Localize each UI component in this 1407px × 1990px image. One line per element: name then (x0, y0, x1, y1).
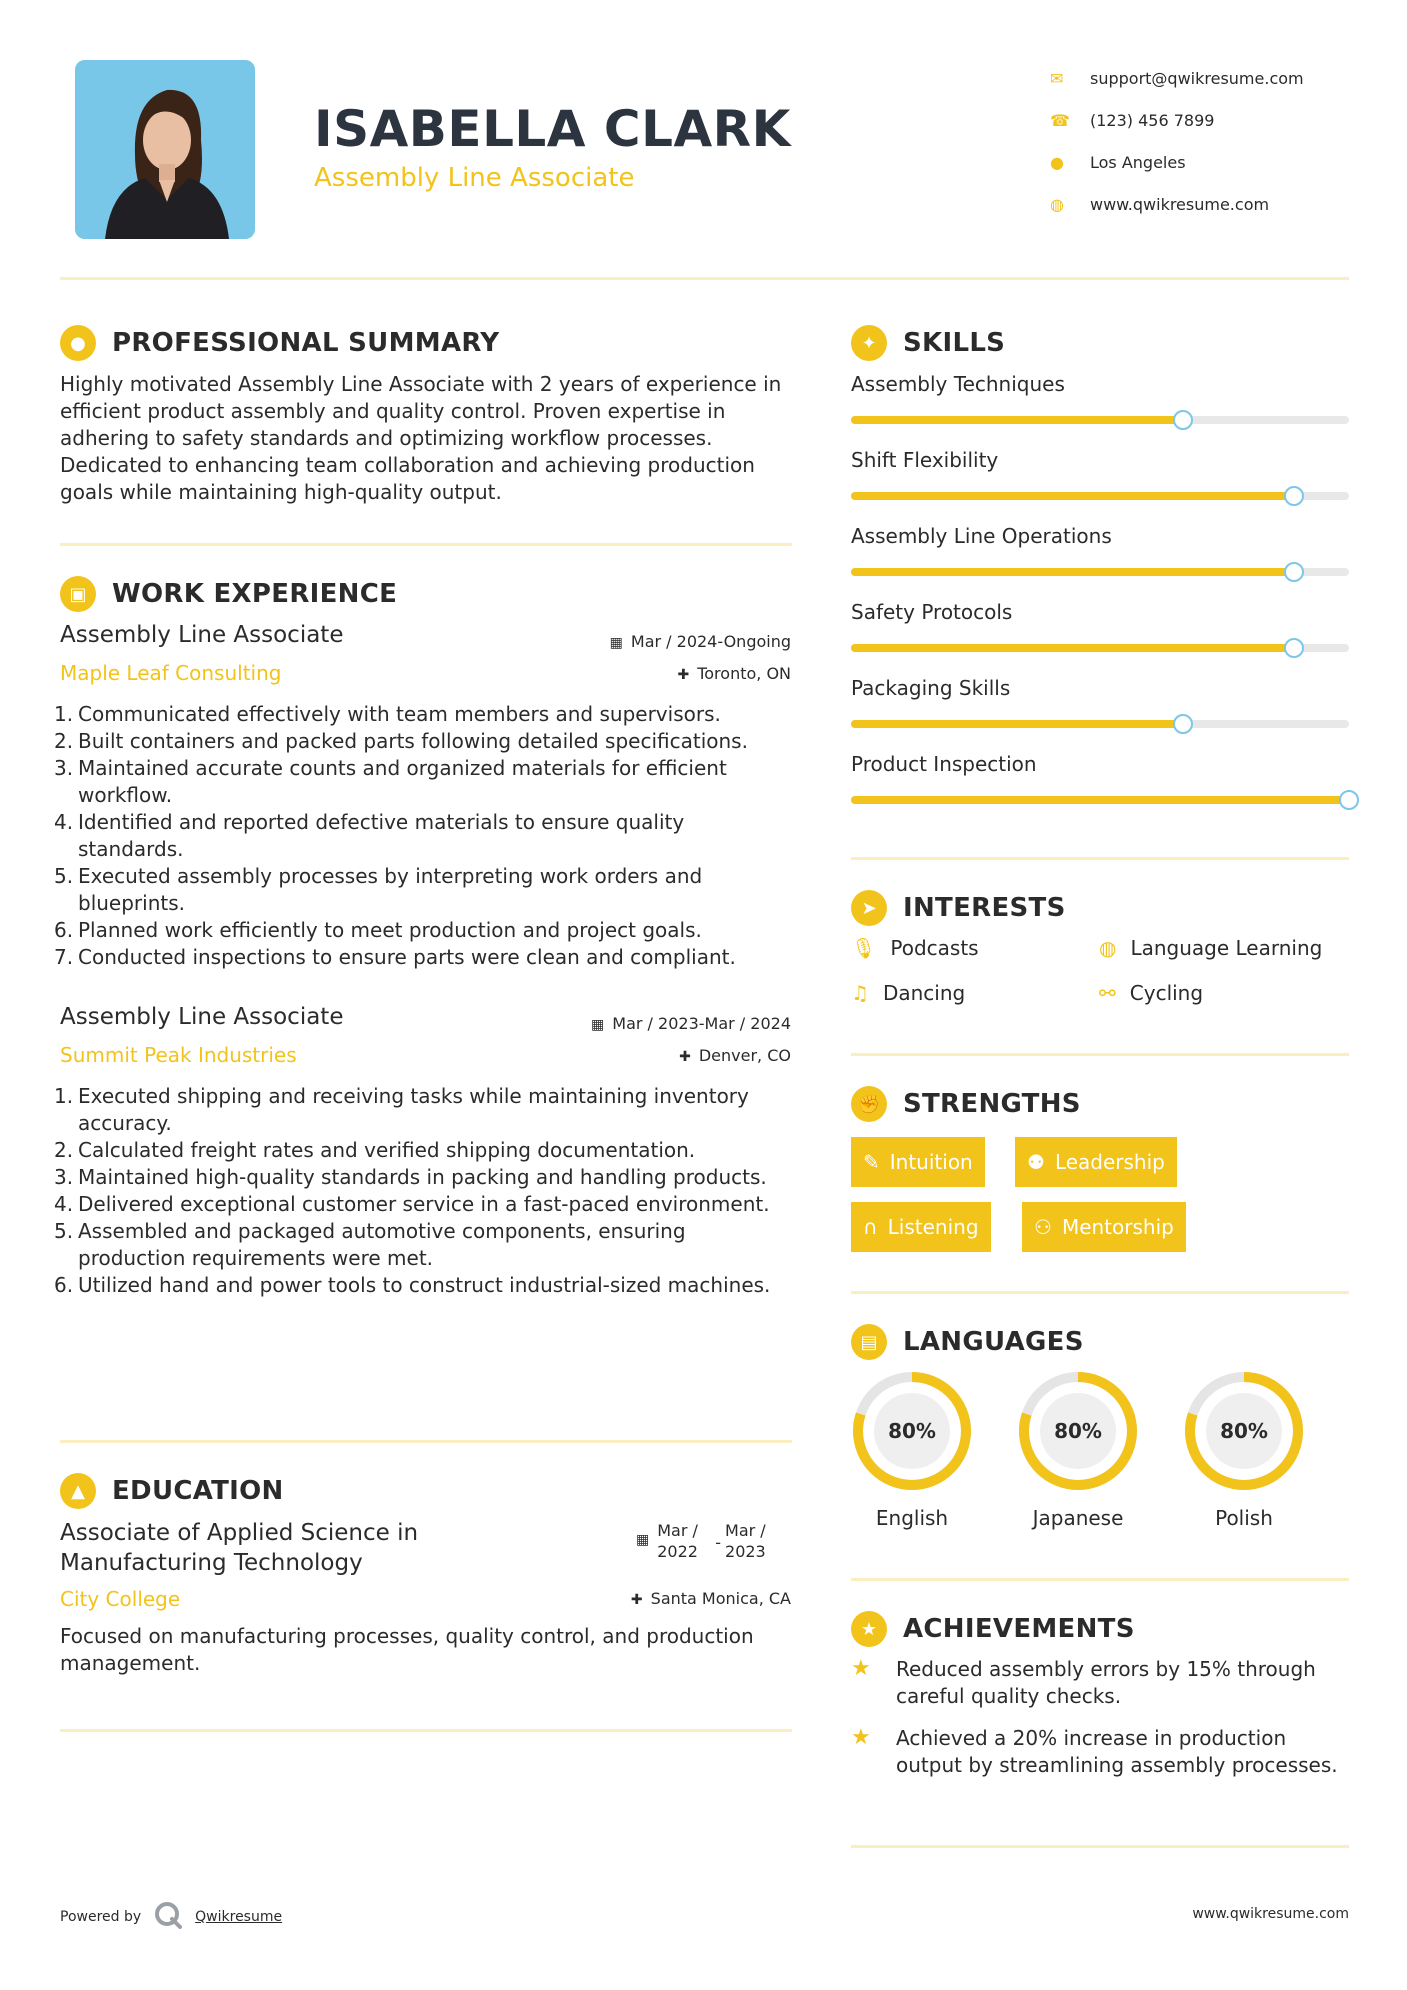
language-item (1017, 1370, 1139, 1530)
list-item: 2. Built containers and packed parts following detailed specifications. (54, 729, 748, 753)
skill-name: Product Inspection (851, 752, 1037, 776)
list-item: 4. Delivered exceptional customer service in a fast-paced environment. (54, 1192, 770, 1216)
globe-icon: ◍ (1050, 194, 1064, 214)
pushpin-icon: ✚ (679, 1049, 691, 1065)
skill-name: Shift Flexibility (851, 448, 999, 472)
strength-badge-leadership (1015, 1137, 1177, 1187)
skills-title: SKILLS (903, 328, 1006, 358)
languages-divider (851, 1578, 1349, 1581)
strength-label: Intuition (889, 1150, 973, 1174)
calendar-icon: ▦ (609, 635, 623, 651)
list-item: 4. Identified and reported defective materials to ensure quality standards. (54, 810, 685, 861)
job-1-date (610, 632, 791, 651)
group-icon: ⚉ (1027, 1150, 1045, 1174)
list-item: 7. Conducted inspections to ensure parts were clean and compliant. (54, 945, 736, 969)
lightbulb-icon: ✦ (851, 325, 887, 361)
education-school: City College (60, 1587, 181, 1611)
interests-title: INTERESTS (903, 893, 1066, 923)
contact-location-text: Los Angeles (1090, 152, 1186, 172)
phone-icon: ☎ (1050, 110, 1070, 130)
skill-track (851, 416, 1349, 424)
envelope-icon: ✉ (1050, 68, 1064, 88)
pushpin-icon: ✚ (630, 1592, 643, 1608)
job-1-location-text: Toronto, ON (697, 664, 791, 683)
skills-divider (851, 857, 1349, 860)
strength-label: Listening (887, 1215, 979, 1239)
skill-track (851, 644, 1349, 652)
pushpin-icon: ✚ (677, 667, 690, 683)
music-note-icon: ♫ (851, 981, 869, 1005)
contact-list (1050, 57, 1304, 225)
strength-label: Mentorship (1061, 1215, 1174, 1239)
interest-label: Language Learning (1130, 936, 1323, 960)
summary-divider (60, 543, 792, 546)
skill-track (851, 720, 1349, 728)
languages-title: LANGUAGES (903, 1327, 1084, 1357)
job-1-date-text: Mar / 2024-Ongoing (630, 632, 791, 651)
language-name: Japanese (1032, 1506, 1124, 1530)
experience-divider (60, 1440, 792, 1443)
job-2-location-text: Denver, CO (698, 1046, 791, 1065)
strength-badge-intuition (851, 1137, 985, 1187)
skill-item (851, 448, 1349, 500)
language-ring (851, 1370, 973, 1492)
user-icon: ● (60, 325, 96, 361)
list-item-text: Maintained high-quality standards in packing and handling products. (78, 1165, 767, 1189)
skill-level-knob (1284, 638, 1304, 658)
list-item: 6. Utilized hand and power tools to construct industrial-sized machines. (54, 1273, 771, 1297)
interest-label: Cycling (1129, 981, 1204, 1005)
interest-podcasts (851, 936, 979, 960)
powered-by-text: Powered by (60, 1909, 142, 1925)
language-ring (1017, 1370, 1139, 1492)
skill-level-knob (1173, 714, 1193, 734)
language-ring (1183, 1370, 1305, 1492)
skill-item (851, 372, 1349, 424)
user-plus-icon: ⚇ (1034, 1215, 1052, 1239)
contact-website[interactable] (1050, 183, 1304, 225)
briefcase-icon: ▣ (60, 576, 96, 612)
education-start: Mar / 2022 (657, 1521, 698, 1561)
strength-badge-mentorship (1022, 1202, 1186, 1252)
contact-website-text: www.qwikresume.com (1090, 194, 1270, 214)
list-item: 3. Maintained high-quality standards in packing and handling products. (54, 1165, 767, 1189)
shooting-star-icon: ★ (851, 1725, 871, 1750)
candidate-name: ISABELLA CLARK (314, 100, 791, 158)
education-divider (60, 1729, 792, 1732)
achievements-heading (851, 1611, 1135, 1647)
contact-phone[interactable] (1050, 99, 1304, 141)
skill-track (851, 796, 1349, 804)
interest-language-learning (1099, 936, 1322, 960)
strengths-heading (851, 1086, 1081, 1122)
skills-heading (851, 325, 1005, 361)
interest-label: Dancing (882, 981, 966, 1005)
footer-website[interactable]: www.qwikresume.com (1192, 1906, 1349, 1922)
skill-level-knob (1339, 790, 1359, 810)
job-2-date-text: Mar / 2023-Mar / 2024 (612, 1014, 791, 1033)
achievement-text: Reduced assembly errors by 15% through careful quality checks. (896, 1657, 1316, 1708)
achievements-title: ACHIEVEMENTS (903, 1614, 1135, 1644)
job-2-title: Assembly Line Associate (60, 1004, 344, 1030)
education-date-separator: - (715, 1533, 722, 1552)
headphones-icon: ∩ (863, 1215, 878, 1239)
list-item-text: Calculated freight rates and verified shipping documentation. (78, 1138, 696, 1162)
skill-item (851, 676, 1349, 728)
list-item-text: Utilized hand and power tools to construct industrial-sized machines. (78, 1273, 771, 1297)
language-name: English (875, 1506, 949, 1530)
candidate-title: Assembly Line Associate (314, 163, 635, 193)
strength-label: Leadership (1054, 1150, 1165, 1174)
skill-fill (851, 720, 1183, 728)
job-1-company: Maple Leaf Consulting (60, 661, 282, 685)
skill-item (851, 752, 1349, 804)
achievements-divider (851, 1845, 1349, 1848)
summary-title: PROFESSIONAL SUMMARY (112, 328, 500, 358)
skill-fill (851, 492, 1294, 500)
qwikresume-logo-icon (153, 1900, 183, 1934)
education-description: Focused on manufacturing processes, quality control, and production management. (60, 1624, 754, 1675)
star-badge-icon: ★ (851, 1611, 887, 1647)
calendar-icon: ▦ (636, 1532, 650, 1548)
list-item-text: Built containers and packed parts following detailed specifications. (78, 729, 748, 753)
skill-fill (851, 568, 1294, 576)
education-degree: Associate of Applied Science in Manufacturing Technology (60, 1520, 419, 1576)
strength-badge-listening (851, 1202, 991, 1252)
skill-track (851, 492, 1349, 500)
education-location (631, 1589, 791, 1608)
globe-icon: ◍ (1099, 936, 1117, 960)
language-percent-label: 80% (1054, 1419, 1102, 1443)
list-item-text: Identified and reported defective materials to ensure quality standards. (78, 810, 685, 861)
graduation-cap-icon: ▲ (60, 1473, 96, 1509)
skill-name: Assembly Techniques (851, 372, 1065, 396)
list-item: 1. Communicated effectively with team members and supervisors. (54, 702, 721, 726)
skill-level-knob (1284, 562, 1304, 582)
job-2-date (591, 1014, 791, 1033)
skill-name: Packaging Skills (851, 676, 1011, 700)
header-divider (60, 277, 1349, 280)
job-1-location (677, 664, 791, 683)
paper-plane-icon: ➤ (851, 890, 887, 926)
location-pin-icon: ● (1050, 152, 1064, 172)
strengths-divider (851, 1291, 1349, 1294)
contact-email[interactable] (1050, 57, 1304, 99)
skill-level-knob (1284, 486, 1304, 506)
list-item-text: Maintained accurate counts and organized materials for efficient workflow. (78, 756, 727, 807)
list-item: 2. Calculated freight rates and verified shipping documentation. (54, 1138, 696, 1162)
profile-photo-illustration (75, 60, 255, 239)
education-title: EDUCATION (112, 1476, 284, 1506)
summary-text: Highly motivated Assembly Line Associate with 2 years of experience in efficient product assembly and quality control. Proven expertise in adhering to safety standards and optimizing workflow processes. Dedicated to enhancing team collaboration and achieving production goals while maintaining high-quality output. (60, 372, 782, 504)
skill-fill (851, 416, 1183, 424)
qwikresume-link[interactable]: Qwikresume (195, 1909, 283, 1925)
job-2-company: Summit Peak Industries (60, 1043, 297, 1067)
fist-icon: ✊ (851, 1086, 887, 1122)
list-item-text: Communicated effectively with team members and supervisors. (78, 702, 721, 726)
job-1-title: Assembly Line Associate (60, 622, 344, 648)
achievement-item (851, 1725, 1351, 1779)
language-item (1183, 1370, 1305, 1530)
list-item: 5. Executed assembly processes by interpreting work orders and blueprints. (54, 864, 703, 915)
interest-label: Podcasts (890, 936, 979, 960)
list-item-text: Assembled and packaged automotive components, ensuring production requirements were met. (78, 1219, 686, 1270)
education-heading (60, 1473, 284, 1509)
contact-phone-text: (123) 456 7899 (1090, 110, 1215, 130)
language-item (851, 1370, 973, 1530)
list-item-text: Delivered exceptional customer service in a fast-paced environment. (78, 1192, 770, 1216)
languages-heading (851, 1324, 1084, 1360)
footer-powered-by (60, 1900, 282, 1934)
language-card-icon: ▤ (851, 1324, 887, 1360)
contact-location (1050, 141, 1304, 183)
list-item: 1. Executed shipping and receiving tasks while maintaining inventory accuracy. (54, 1084, 749, 1135)
interests-heading (851, 890, 1066, 926)
strengths-title: STRENGTHS (903, 1089, 1081, 1119)
education-dates (636, 1520, 777, 1562)
bicycle-icon: ⚯ (1099, 981, 1116, 1005)
skill-name: Safety Protocols (851, 600, 1013, 624)
achievement-text: Achieved a 20% increase in production output by streamlining assembly processes. (896, 1726, 1338, 1777)
achievement-item (851, 1656, 1351, 1710)
list-item-text: Conducted inspections to ensure parts were clean and compliant. (78, 945, 736, 969)
magic-wand-icon: ✎ (863, 1150, 880, 1174)
microphone-icon: 🎙 (851, 936, 877, 960)
interest-dancing (851, 981, 965, 1005)
education-location-text: Santa Monica, CA (650, 1589, 791, 1608)
list-item: 3. Maintained accurate counts and organized materials for efficient workflow. (54, 756, 727, 807)
contact-email-text: support@qwikresume.com (1090, 68, 1304, 88)
summary-heading (60, 325, 499, 361)
profile-photo (75, 60, 255, 239)
list-item: 5. Assembled and packaged automotive components, ensuring production requirements were met. (54, 1219, 686, 1270)
job-2-bullets (54, 1083, 792, 1299)
calendar-icon: ▦ (591, 1017, 605, 1033)
interests-divider (851, 1053, 1349, 1056)
experience-heading (60, 576, 397, 612)
language-percent-label: 80% (1220, 1419, 1268, 1443)
job-2-location (679, 1046, 791, 1065)
skill-level-knob (1173, 410, 1193, 430)
skill-fill (851, 796, 1349, 804)
list-item-text: Planned work efficiently to meet production and project goals. (78, 918, 702, 942)
list-item-text: Executed assembly processes by interpreting work orders and blueprints. (78, 864, 703, 915)
language-name: Polish (1215, 1506, 1273, 1530)
list-item: 6. Planned work efficiently to meet production and project goals. (54, 918, 702, 942)
interest-cycling (1099, 981, 1203, 1005)
job-1-bullets (54, 701, 792, 971)
list-item-text: Executed shipping and receiving tasks while maintaining inventory accuracy. (78, 1084, 749, 1135)
skill-item (851, 600, 1349, 652)
shooting-star-icon: ★ (851, 1656, 871, 1681)
experience-title: WORK EXPERIENCE (112, 579, 398, 609)
skill-track (851, 568, 1349, 576)
skill-item (851, 524, 1349, 576)
education-end: Mar / 2023 (725, 1521, 766, 1561)
skill-name: Assembly Line Operations (851, 524, 1112, 548)
skill-fill (851, 644, 1294, 652)
language-percent-label: 80% (888, 1419, 936, 1443)
